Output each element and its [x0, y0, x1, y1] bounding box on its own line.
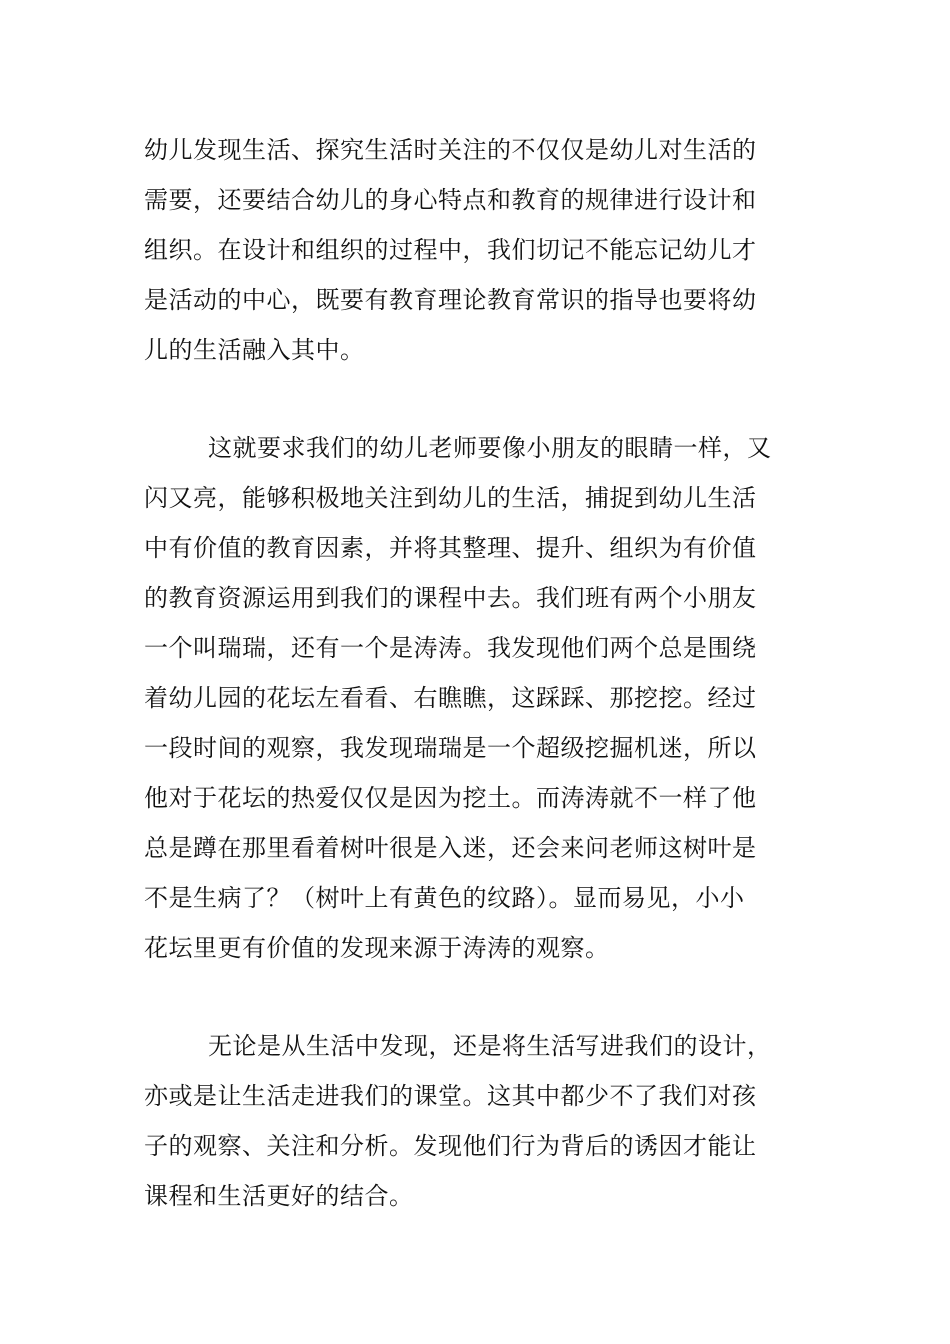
- paragraph-2: [144, 423, 824, 973]
- text-line: 亦或是让生活走进我们的课堂。这其中都少不了我们对孩: [144, 1082, 757, 1110]
- text-line: 中有价值的教育因素，并将其整理、提升、组织为有价值: [144, 534, 757, 562]
- text-line: 课程和生活更好的结合。: [144, 1182, 414, 1210]
- text-line: 组织。在设计和组织的过程中，我们切记不能忘记幼儿才: [144, 236, 757, 264]
- text-line: 他对于花坛的热爱仅仅是因为挖土。而涛涛就不一样了他: [144, 784, 757, 812]
- text-line: 需要，还要结合幼儿的身心特点和教育的规律进行设计和: [144, 186, 757, 214]
- text-line: 花坛里更有价值的发现来源于涛涛的观察。: [144, 934, 610, 962]
- text-line: 是活动的中心，既要有教育理论教育常识的指导也要将幼: [144, 286, 757, 314]
- text-line: 一个叫瑞瑞，还有一个是涛涛。我发现他们两个总是围绕: [144, 634, 757, 662]
- text-line: 不是生病了？（树叶上有黄色的纹路）。显而易见，小小: [144, 884, 745, 912]
- text-line: 子的观察、关注和分析。发现他们行为背后的诱因才能让: [144, 1132, 757, 1160]
- paragraph-1: [144, 125, 824, 375]
- text-line: 一段时间的观察，我发现瑞瑞是一个超级挖掘机迷，所以: [144, 734, 757, 762]
- text-line: 儿的生活融入其中。: [144, 336, 365, 364]
- text-line: 总是蹲在那里看着树叶很是入迷，还会来问老师这树叶是: [144, 834, 757, 862]
- text-line: 着幼儿园的花坛左看看、右瞧瞧，这踩踩、那挖挖。经过: [144, 684, 757, 712]
- paragraph-3: [144, 1021, 824, 1221]
- text-line: 幼儿发现生活、探究生活时关注的不仅仅是幼儿对生活的: [144, 136, 757, 164]
- text-line: 的教育资源运用到我们的课程中去。我们班有两个小朋友: [144, 584, 757, 612]
- text-line: 这就要求我们的幼儿老师要像小朋友的眼睛一样，又: [208, 434, 772, 462]
- text-line: 无论是从生活中发现，还是将生活写进我们的设计，: [208, 1032, 772, 1060]
- text-line: 闪又亮，能够积极地关注到幼儿的生活，捕捉到幼儿生活: [144, 484, 757, 512]
